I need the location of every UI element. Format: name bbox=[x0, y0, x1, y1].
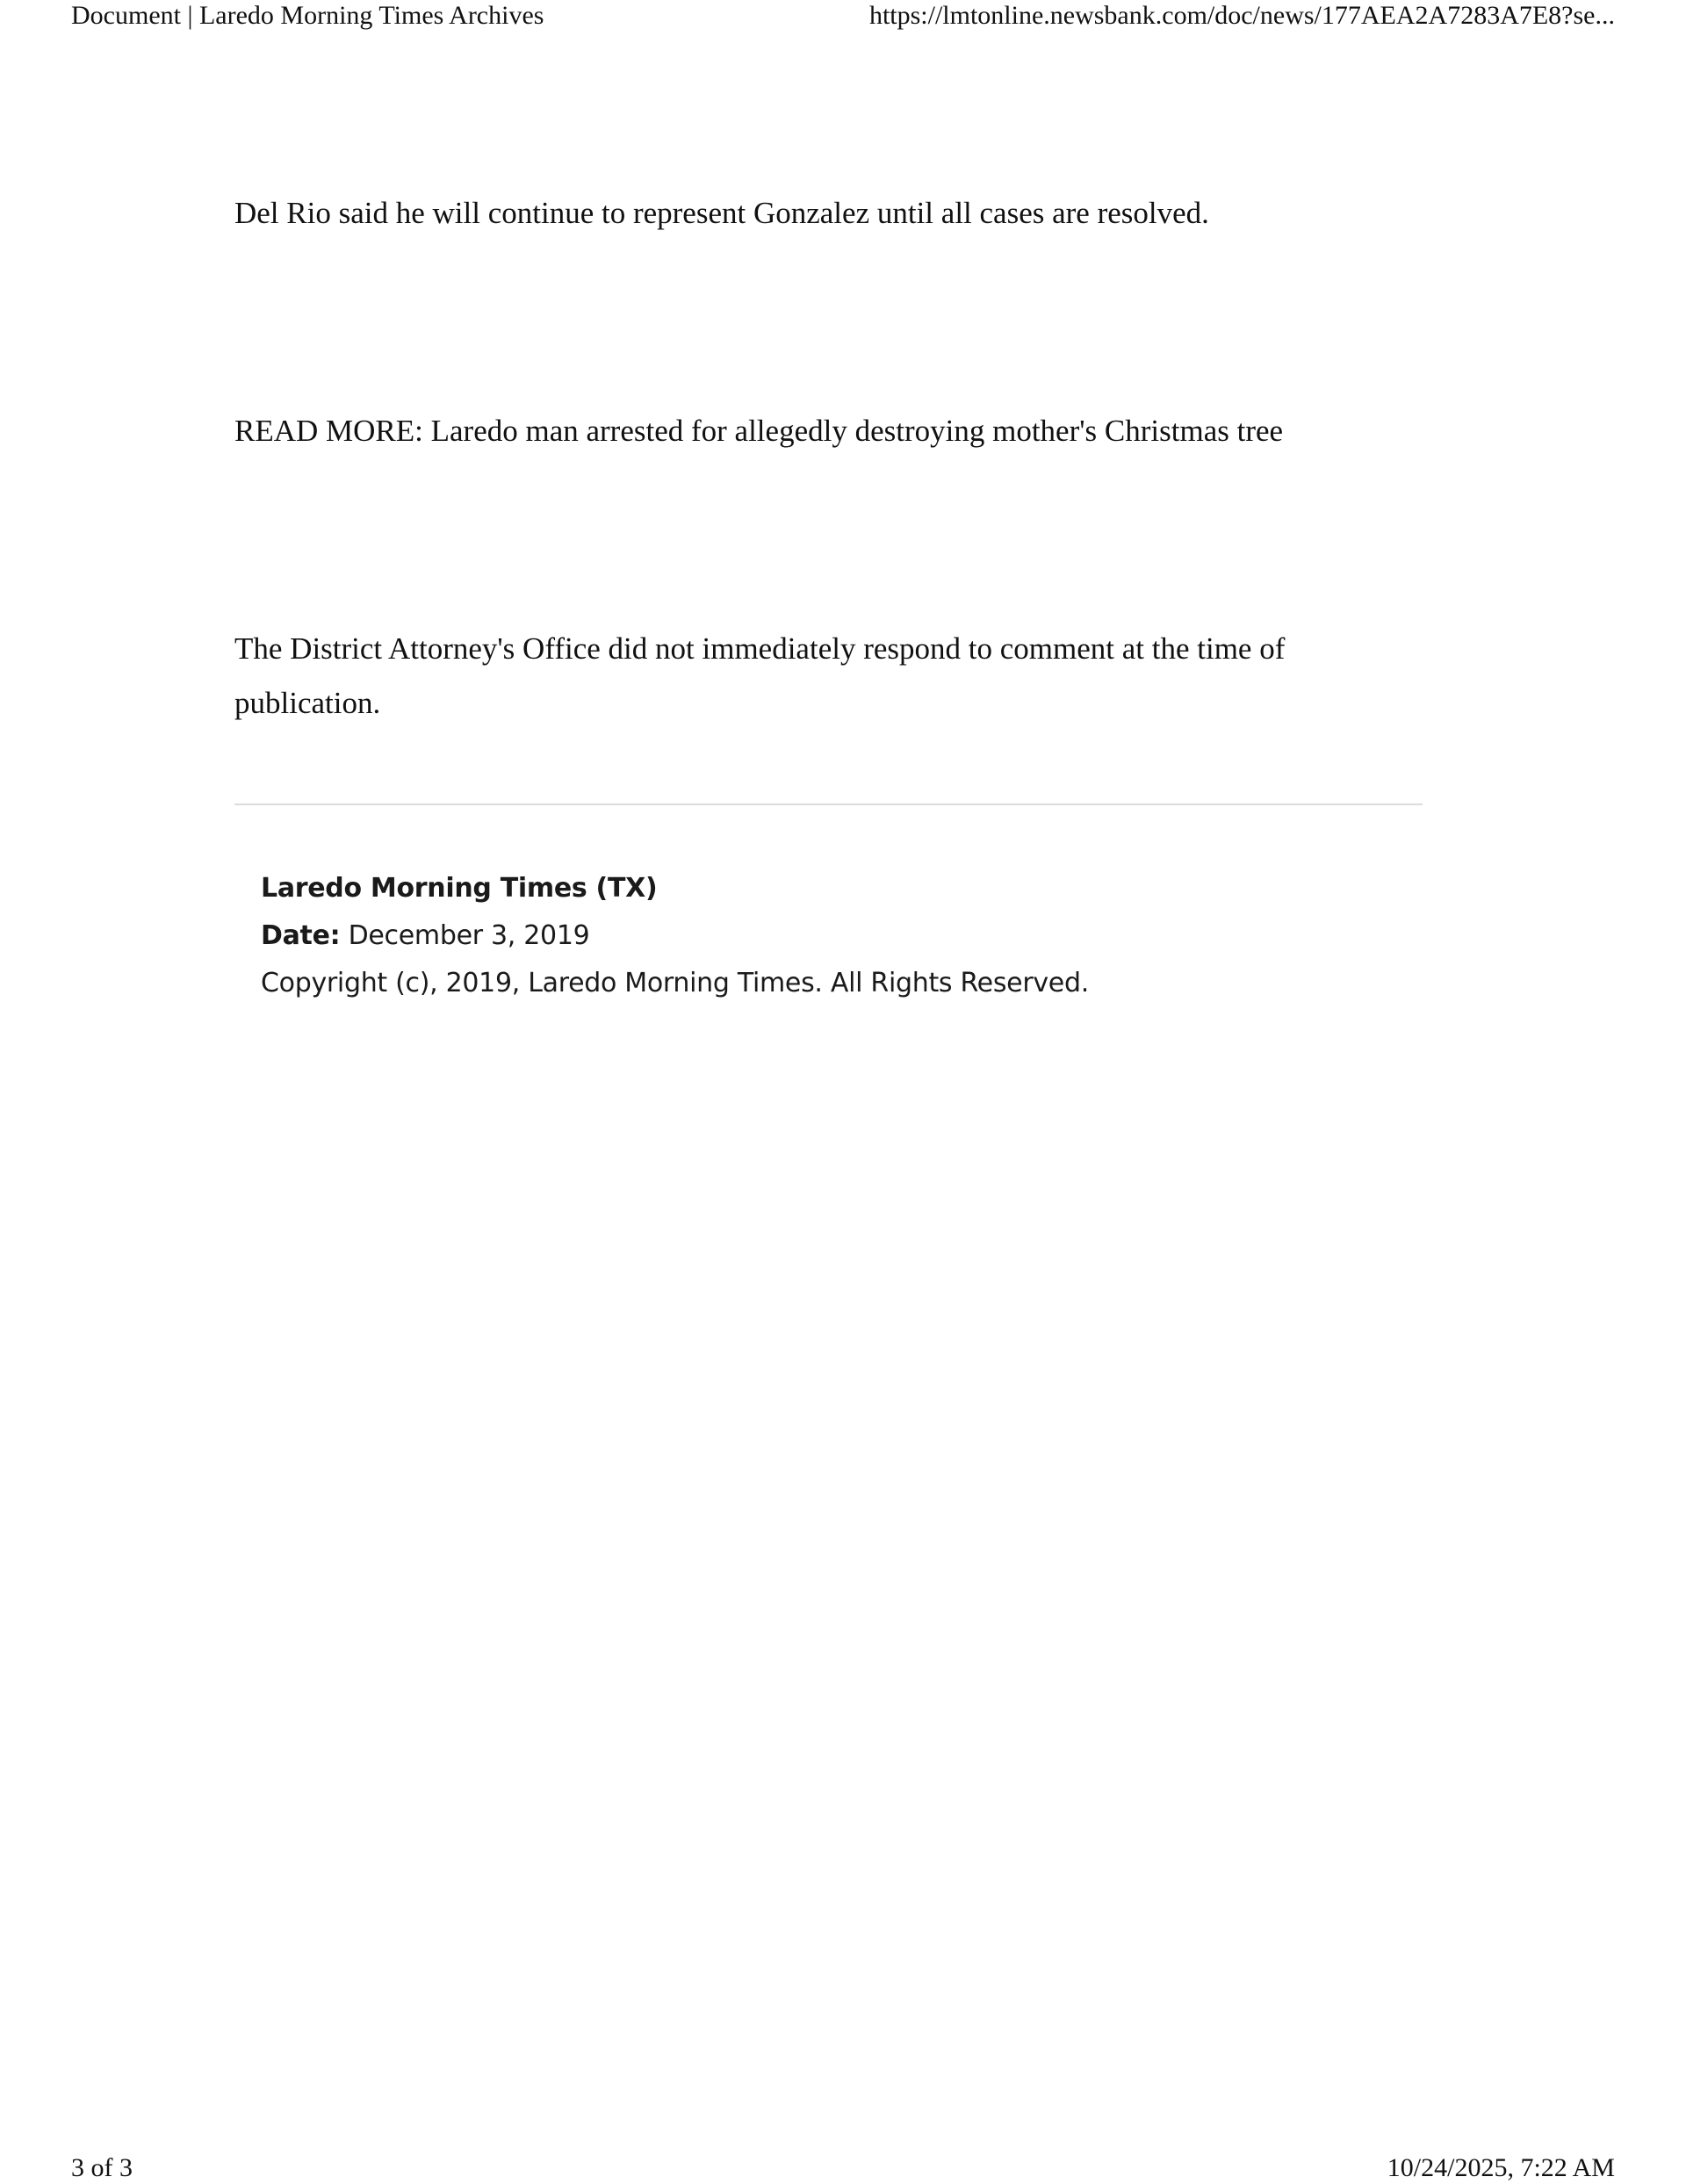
read-more-link[interactable]: READ MORE: Laredo man arrested for allegedly destroying mother's Christmas tree bbox=[234, 414, 1284, 448]
source-info bbox=[261, 865, 1089, 1007]
section-divider bbox=[234, 804, 1423, 805]
print-footer-page-count: 3 of 3 bbox=[71, 2153, 133, 2182]
print-header-title: Document | Laredo Morning Times Archives bbox=[71, 1, 544, 30]
article-paragraph: The District Attorney's Office did not immediately respond to comment at the time of publication. bbox=[234, 631, 1286, 720]
date-label: Date: bbox=[261, 920, 341, 951]
copyright-notice: Copyright (c), 2019, Laredo Morning Times. All Rights Reserved. bbox=[261, 968, 1089, 998]
publication-name: Laredo Morning Times (TX) bbox=[261, 873, 658, 904]
publication-date bbox=[261, 912, 1089, 960]
article-paragraph: Del Rio said he will continue to represent Gonzalez until all cases are resolved. bbox=[234, 196, 1209, 230]
print-header-url: https://lmtonline.newsbank.com/doc/news/177AEA2A7283A7E8?se... bbox=[868, 1, 1615, 30]
print-footer-timestamp: 10/24/2025, 7:22 AM bbox=[1387, 2153, 1615, 2182]
date-value: December 3, 2019 bbox=[348, 920, 590, 951]
